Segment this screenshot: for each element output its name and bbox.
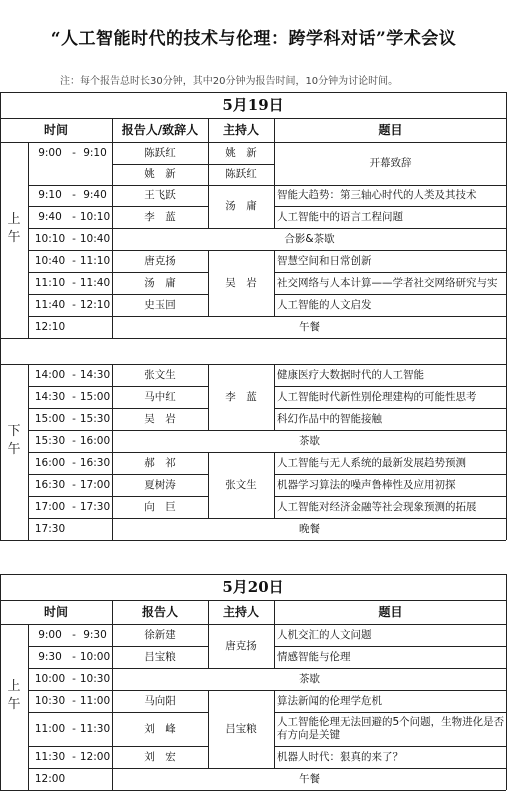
header-topic: 题目	[378, 604, 403, 619]
header-host: 主持人	[222, 122, 259, 137]
topic-cell: 人工智能伦理无法回避的5个问题，生物进化是否有方向是关键	[277, 716, 505, 741]
grid-line	[274, 272, 275, 294]
session-label-char: 下	[7, 424, 21, 439]
time-dash: -	[72, 298, 76, 311]
time-dash: -	[72, 750, 76, 763]
topic-cell: 人工智能时代新性别伦理建构的可能性思考	[277, 390, 477, 403]
time-dash: -	[72, 412, 76, 425]
session-label-char: 午	[7, 697, 21, 712]
time-dash: -	[72, 390, 76, 403]
time-end: 10:30	[80, 672, 110, 685]
grid-line	[112, 452, 113, 474]
grid-line	[112, 408, 113, 430]
time-start: 9:00	[38, 628, 62, 641]
time-end: 14:30	[80, 368, 110, 381]
grid-line	[274, 712, 275, 746]
time-end: 16:30	[80, 456, 110, 469]
time-end: 11:40	[80, 276, 110, 289]
time-dash: -	[72, 650, 76, 663]
header-topic: 题目	[378, 122, 403, 137]
topic-cell: 人工智能对经济金融等社会现象预测的拓展	[277, 500, 477, 513]
grid-line	[28, 185, 29, 206]
topic-cell: 人工智能的人文启发	[277, 298, 372, 311]
time-end: 10:00	[80, 650, 110, 663]
topic-cell: 社交网络与人本计算——学者社交网络研究与实	[277, 276, 498, 289]
topic-cell: 智慧空间和日常创新	[277, 254, 372, 267]
time-start: 16:30	[34, 478, 66, 491]
grid-line	[112, 496, 113, 518]
speaker-cell: 姚 新	[144, 168, 176, 180]
session-label	[0, 624, 28, 768]
grid-line	[112, 228, 113, 250]
time-end: 11:10	[80, 254, 110, 267]
speaker-cell: 马中红	[144, 390, 176, 403]
topic-cell: 健康医疗大数据时代的人工智能	[277, 368, 424, 381]
time-dash: -	[72, 146, 76, 159]
grid-line	[112, 250, 113, 272]
time-end: 16:00	[80, 434, 110, 447]
speaker-cell: 王飞跃	[144, 189, 176, 201]
time-dash: -	[72, 434, 76, 447]
time-start: 14:00	[34, 368, 66, 381]
grid-line	[112, 668, 113, 690]
time-end: 15:30	[80, 412, 110, 425]
grid-line	[112, 272, 113, 294]
time-start: 11:40	[34, 298, 66, 311]
speaker-cell: 李 蓝	[144, 210, 176, 223]
speaker-cell: 吕宝粮	[144, 650, 176, 663]
host-cell: 张文生	[225, 478, 257, 491]
grid-line	[112, 206, 113, 228]
grid-line	[112, 142, 113, 164]
host-cell: 唐克扬	[225, 639, 257, 652]
topic-cell: 人机交汇的人文问题	[277, 628, 372, 641]
time-dash: -	[72, 276, 76, 289]
grid-line	[28, 430, 29, 452]
grid-line	[28, 408, 29, 430]
grid-line	[28, 690, 29, 712]
topic-cell: 机器人时代：狠真的来了？	[277, 750, 403, 763]
grid-line	[28, 294, 29, 316]
grid-line	[0, 540, 506, 541]
topic-cell: 人工智能中的语言工程问题	[277, 210, 403, 223]
time-dash: -	[72, 456, 76, 469]
grid-line	[0, 92, 1, 540]
grid-line	[28, 228, 29, 250]
time-start: 9:30	[38, 650, 62, 663]
time-start: 12:10	[34, 320, 66, 333]
time-start: 11:00	[34, 722, 66, 735]
time-end: 17:00	[80, 478, 110, 491]
time-dash: -	[72, 189, 76, 201]
grid-line	[28, 164, 29, 185]
grid-line	[274, 118, 275, 142]
break-label: 合影&茶歇	[284, 232, 335, 245]
grid-line	[28, 624, 29, 646]
session-label-char: 午	[7, 230, 21, 245]
time-end: 10:40	[80, 232, 110, 245]
speaker-cell: 陈跃红	[144, 146, 176, 159]
session-label-char: 午	[7, 442, 21, 457]
grid-line	[112, 646, 113, 668]
time-start: 9:00	[38, 146, 62, 159]
grid-line	[28, 272, 29, 294]
time-start: 9:40	[38, 210, 62, 223]
time-dash: -	[72, 368, 76, 381]
time-end: 9:10	[83, 146, 107, 159]
grid-line	[112, 164, 113, 185]
grid-line	[28, 386, 29, 408]
grid-line	[274, 746, 275, 768]
grid-line	[0, 574, 1, 790]
time-dash: -	[72, 210, 76, 223]
host-cell: 吴 岩	[225, 276, 257, 289]
grid-line	[112, 185, 113, 206]
grid-line	[28, 668, 29, 690]
grid-line	[28, 474, 29, 496]
grid-line	[28, 250, 29, 272]
grid-line	[28, 768, 29, 790]
speaker-cell: 马向阳	[144, 694, 176, 707]
header-time: 时间	[43, 604, 68, 619]
grid-line	[112, 430, 113, 452]
time-start: 10:40	[34, 254, 66, 267]
time-start: 15:30	[34, 434, 66, 447]
topic-cell: 机器学习算法的噪声鲁棒性及应用初探	[277, 478, 456, 491]
speaker-cell: 唐克扬	[144, 254, 176, 267]
header-host: 主持人	[222, 604, 259, 619]
grid-line	[112, 474, 113, 496]
time-end: 11:30	[80, 722, 110, 735]
grid-line	[28, 142, 29, 164]
host-cell: 陈跃红	[225, 168, 257, 180]
grid-line	[274, 250, 275, 272]
date-heading: 5月20日	[222, 577, 284, 596]
grid-line	[112, 746, 113, 768]
grid-line	[208, 164, 209, 185]
grid-line	[274, 646, 275, 668]
time-dash: -	[72, 672, 76, 685]
header-speaker: 报告人	[141, 604, 178, 619]
topic-cell: 科幻作品中的智能接触	[277, 412, 382, 425]
time-dash: -	[72, 478, 76, 491]
grid-line	[112, 768, 113, 790]
session-label-char: 上	[7, 212, 21, 227]
grid-line	[112, 294, 113, 316]
grid-line	[28, 646, 29, 668]
grid-line	[274, 624, 275, 646]
topic-cell: 智能大趋势：第三轴心时代的人类及其技术	[277, 189, 477, 201]
grid-line	[274, 294, 275, 316]
time-end: 15:00	[80, 390, 110, 403]
grid-line	[28, 518, 29, 540]
speaker-cell: 夏树涛	[144, 478, 176, 491]
break-label: 茶歇	[299, 672, 320, 685]
break-label: 茶歇	[299, 434, 320, 447]
time-start: 16:00	[34, 456, 66, 469]
grid-line	[274, 185, 275, 206]
time-end: 9:30	[83, 628, 107, 641]
time-end: 12:10	[80, 298, 110, 311]
grid-line	[112, 712, 113, 746]
grid-line	[208, 600, 209, 624]
topic-cell: 人工智能与无人系统的最新发展趋势预测	[277, 456, 466, 469]
grid-line	[274, 690, 275, 712]
time-dash: -	[72, 722, 76, 735]
session-label	[0, 142, 28, 316]
grid-line	[208, 118, 209, 142]
grid-line	[274, 474, 275, 496]
grid-line	[28, 712, 29, 746]
grid-line	[274, 600, 275, 624]
grid-line	[28, 496, 29, 518]
grid-line	[28, 746, 29, 768]
host-cell: 姚 新	[225, 146, 257, 159]
grid-line	[28, 206, 29, 228]
grid-line	[28, 452, 29, 474]
host-cell: 李 蓝	[225, 390, 257, 403]
break-label: 午餐	[299, 772, 320, 785]
grid-line	[274, 386, 275, 408]
host-cell: 吕宝粮	[225, 722, 257, 735]
time-dash: -	[72, 694, 76, 707]
host-cell: 汤 庸	[225, 200, 257, 212]
grid-line	[274, 452, 275, 474]
header-time: 时间	[43, 122, 68, 137]
speaker-cell: 吴 岩	[144, 412, 176, 425]
grid-line	[112, 118, 113, 142]
time-start: 10:10	[34, 232, 66, 245]
grid-line	[28, 316, 29, 338]
grid-line	[274, 206, 275, 228]
time-end: 10:10	[80, 210, 110, 223]
speaker-cell: 刘 峰	[144, 722, 176, 735]
speaker-cell: 刘 宏	[144, 750, 176, 763]
grid-line	[112, 600, 113, 624]
grid-line	[112, 386, 113, 408]
grid-line	[28, 364, 29, 386]
speaker-cell: 向 巨	[144, 500, 176, 513]
speaker-cell: 史玉回	[144, 298, 176, 311]
time-end: 11:00	[80, 694, 110, 707]
date-heading: 5月19日	[222, 95, 284, 114]
speaker-cell: 张文生	[144, 368, 176, 381]
time-start: 17:30	[34, 522, 66, 535]
break-label: 午餐	[299, 320, 320, 333]
time-start: 12:00	[34, 772, 66, 785]
time-start: 15:00	[34, 412, 66, 425]
time-start: 10:00	[34, 672, 66, 685]
schedule-note: 注：每个报告总时长30分钟，其中20分钟为报告时间，10分钟为讨论时间。	[60, 76, 399, 87]
grid-line	[112, 518, 113, 540]
time-dash: -	[72, 232, 76, 245]
time-dash: -	[72, 254, 76, 267]
grid-line	[112, 624, 113, 646]
time-start: 11:30	[34, 750, 66, 763]
header-speaker: 报告人/致辞人	[121, 122, 199, 137]
time-start: 10:30	[34, 694, 66, 707]
time-end: 17:30	[80, 500, 110, 513]
grid-line	[208, 142, 209, 164]
time-end: 9:40	[83, 189, 107, 201]
speaker-cell: 徐新建	[144, 628, 176, 641]
break-label: 晚餐	[299, 522, 320, 535]
topic-cell: 开幕致辞	[369, 157, 412, 169]
grid-line	[0, 338, 506, 339]
time-start: 14:30	[34, 390, 66, 403]
grid-line	[112, 690, 113, 712]
grid-line	[112, 316, 113, 338]
grid-line	[0, 790, 506, 791]
topic-cell: 算法新闻的伦理学危机	[277, 694, 382, 707]
time-start: 9:10	[38, 189, 62, 201]
speaker-cell: 汤 庸	[144, 276, 176, 289]
page-title: “人工智能时代的技术与伦理：跨学科对话”学术会议	[50, 29, 457, 49]
time-end: 12:00	[80, 750, 110, 763]
time-start: 17:00	[34, 500, 66, 513]
time-dash: -	[72, 500, 76, 513]
grid-line	[112, 364, 113, 386]
grid-line	[274, 364, 275, 386]
time-dash: -	[72, 628, 76, 641]
time-start: 11:10	[34, 276, 66, 289]
speaker-cell: 郝 祁	[144, 456, 176, 469]
grid-line	[274, 408, 275, 430]
grid-line	[274, 496, 275, 518]
topic-cell: 情感智能与伦理	[277, 650, 351, 663]
session-label	[0, 364, 28, 518]
session-label-char: 上	[7, 679, 21, 694]
